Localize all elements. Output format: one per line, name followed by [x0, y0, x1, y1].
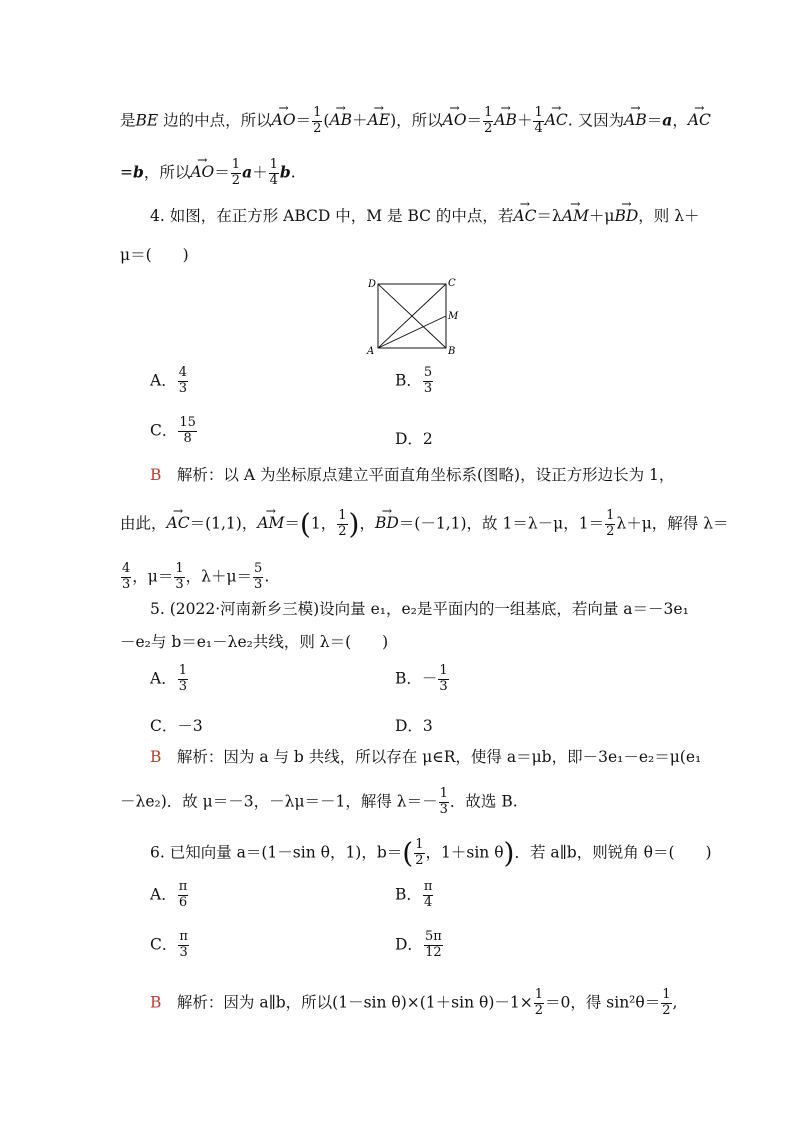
figure-label-c: C [448, 278, 456, 289]
q5-solution-line-2: －λe₂)．故 μ＝－3，－λμ＝－1，解得 λ＝－ $\frac{1}{3}$ ．故选 B. [120, 786, 518, 817]
figure-label-a: A [367, 346, 375, 357]
q4-option-c: C． $\frac{15}{8}$ [150, 415, 196, 446]
square-figure [364, 274, 464, 358]
q4-stem-line-1: 4. 如图，在正方形 ABCD 中，M 是 BC 的中点，若→ AC＝λ→ AM＋μ→ BD，则 λ＋ [150, 209, 700, 225]
q5-solution-line-1: B 解析：因为 a 与 b 共线，所以存在 μ∈R，使得 a＝μb，即－3e₁－e₂＝μ(e₁ [150, 748, 702, 766]
q5-option-c: C．－3 [150, 717, 203, 735]
q4-solution-line-3: $\frac{4}{3}$ ，μ＝ $\frac{1}{3}$ ，λ＋μ＝ $\frac{5}{3}$ . [122, 561, 270, 592]
q6-option-d: D． $\frac{5\pi}{12}$ [395, 929, 442, 960]
figure-label-m: M [448, 311, 459, 322]
q4-solution-line-1: B 解析：以 A 为坐标原点建立平面直角坐标系(图略)，设正方形边长为 1， [150, 466, 675, 484]
prev-solution-line-2: =b，所以→ AO＝ $\frac{1}{2}$ a＋ $\frac{1}{4}$ b. [120, 158, 296, 189]
prev-solution-line-1: 是BE 边的中点，所以→ AO＝ $\frac{1}{2}$ (→ AB＋→ AE)，所以→ AO＝ $\frac{1}{2}$ → AB＋ $\frac{1}{4}$ → AC. 又因为→ AB＝a，→ AC [120, 106, 711, 137]
q4-solution-line-2: 由此，→ AC＝(1,1)，→ AM＝(1， $\frac{1}{2}$ )，→ BD＝(－1,1)，故 1＝λ－μ，1＝ $\frac{1}{2}$ λ＋μ，解得 λ＝ [120, 509, 729, 540]
q4-option-a: A． $\frac{4}{3}$ [150, 365, 187, 396]
q6-option-a: A． $\frac{\pi}{6}$ [150, 879, 188, 910]
q4-option-b: B． $\frac{5}{3}$ [395, 365, 433, 396]
q6-option-c: C． $\frac{\pi}{3}$ [150, 929, 188, 960]
q5-stem-line-1: 5. (2022·河南新乡三模)设向量 e₁，e₂是平面内的一组基底，若向量 a＝－3e₁ [150, 600, 689, 618]
q5-option-a: A． $\frac{1}{3}$ [150, 663, 187, 694]
q4-stem-line-2: μ＝( ) [120, 246, 189, 264]
figure-label-d: D [368, 279, 377, 290]
q5-stem-line-2: －e₂与 b＝e₁－λe₂共线，则 λ＝( ) [120, 633, 389, 651]
q6-solution-line-1: B 解析：因为 a∥b，所以(1－sin θ)×(1＋sin θ)－1× $\frac{1}{2}$ ＝0，得 sin²θ＝ $\frac{1}{2}$ , [150, 987, 678, 1018]
q5-option-d: D．3 [395, 717, 433, 735]
figure-label-b: B [448, 346, 456, 357]
q5-option-b: B．－ $\frac{1}{3}$ [395, 663, 448, 694]
q4-option-d: D．2 [395, 430, 433, 448]
q6-stem: 6. 已知向量 a＝(1－sin θ，1)，b＝( $\frac{1}{2}$ ，1＋sin θ)．若 a∥b，则锐角 θ＝( ) [150, 836, 712, 870]
q6-option-b: B． $\frac{\pi}{4}$ [395, 879, 433, 910]
